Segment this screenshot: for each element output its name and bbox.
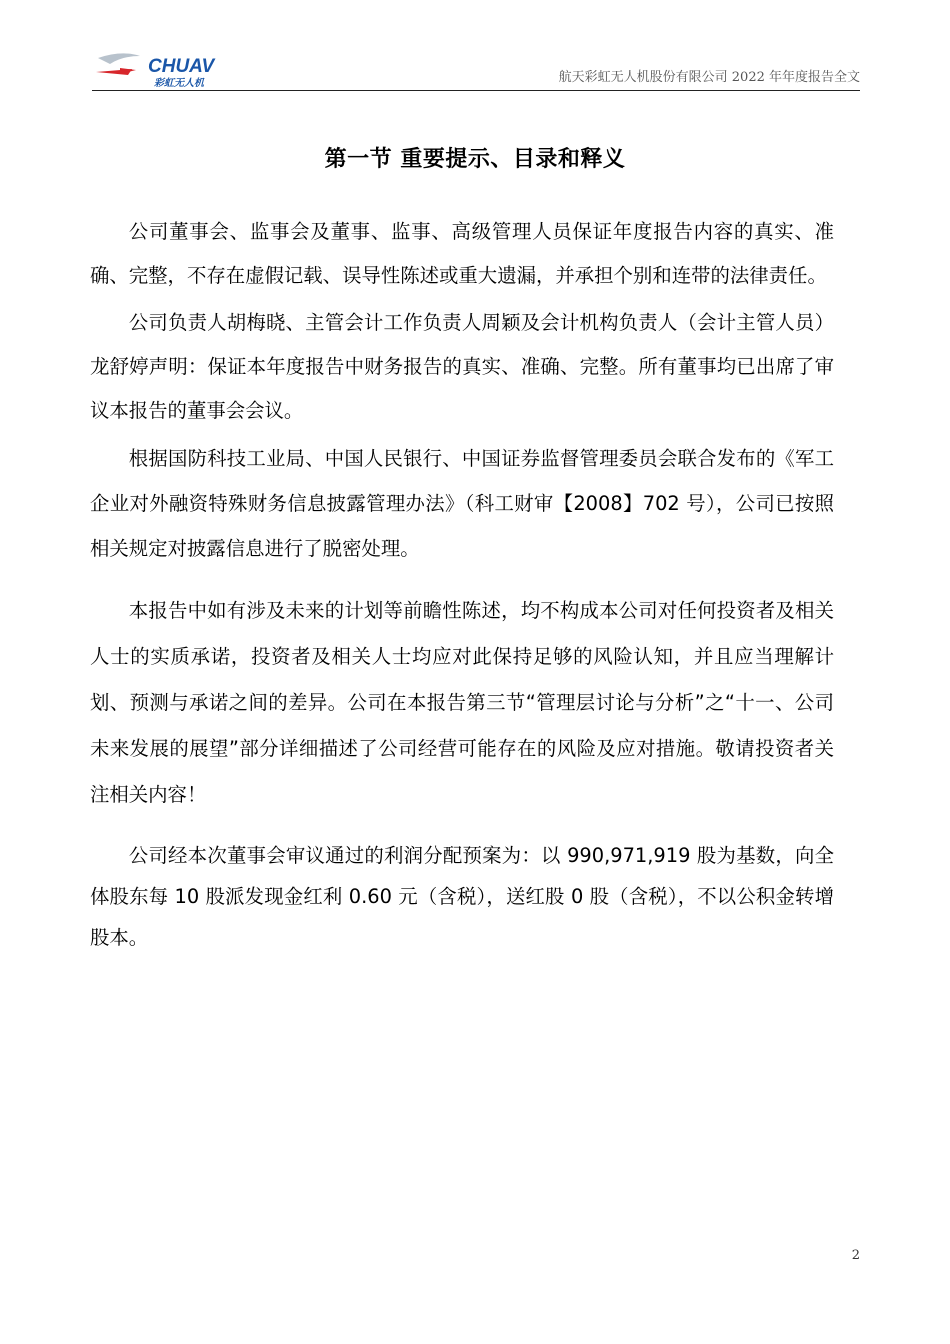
chuav-logo-icon: [92, 48, 232, 94]
logo-subtext: 彩虹无人机: [154, 78, 204, 89]
section-title: 第一节 重要提示、目录和释义: [324, 146, 626, 172]
company-logo: [92, 48, 232, 94]
report-header-title: 航天彩虹无人机股份有限公司 2022 年年度报告全文: [558, 70, 860, 85]
logo-text: CHUAV: [148, 56, 215, 77]
paragraph-profit-distribution: 公司经本次董事会审议通过的利润分配预案为：以 990,971,919 股为基数，向全体股东每 10 股派发现金红利 0.60 元（含税），送红股 0 股（含税），不以公积金转增股本。: [90, 844, 834, 949]
page-number: 2: [851, 1248, 860, 1263]
paragraph-declassification-notice: 根据国防科技工业局、中国人民银行、中国证券监督管理委员会联合发布的《军工企业对外融资特殊财务信息披露管理办法》（科工财审【2008】702 号），公司已按照相关规定对披露信息进行了脱密处理。: [90, 447, 834, 560]
paragraph-forward-looking-statement: 本报告中如有涉及未来的计划等前瞻性陈述，均不构成本公司对任何投资者及相关人士的实质承诺，投资者及相关人士均应对此保持足够的风险认知，并且应当理解计划、预测与承诺之间的差异。公司在本报告第三节“管理层讨论与分析”之“十一、公司未来发展的展望”部分详细描述了公司经营可能存在的风险及应对措施。敬请投资者关注相关内容！: [90, 599, 834, 806]
paragraph-responsibility-statement: 公司董事会、监事会及董事、监事、高级管理人员保证年度报告内容的真实、准确、完整，不存在虚假记载、误导性陈述或重大遗漏，并承担个别和连带的法律责任。: [90, 220, 834, 287]
header-divider: [92, 90, 860, 91]
document-body: [90, 210, 834, 958]
paragraph-financial-report-statement: 公司负责人胡梅晓、主管会计工作负责人周颖及会计机构负责人（会计主管人员）龙舒婷声明：保证本年度报告中财务报告的真实、准确、完整。所有董事均已出席了审议本报告的董事会会议。: [90, 311, 834, 422]
